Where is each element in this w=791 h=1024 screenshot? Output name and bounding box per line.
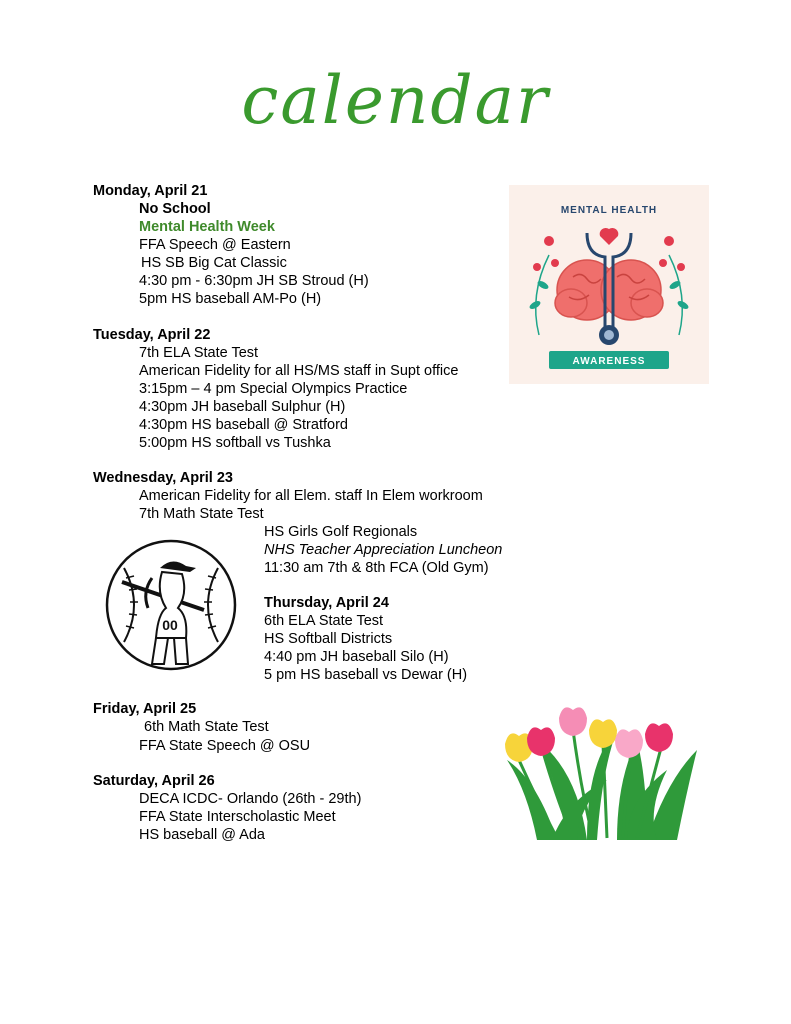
day-heading-monday: Monday, April 21 <box>93 183 208 199</box>
event-item: 4:30 pm - 6:30pm JH SB Stroud (H) <box>139 273 369 289</box>
event-item: 4:40 pm JH baseball Silo (H) <box>264 649 449 665</box>
event-item: FFA Speech @ Eastern <box>139 237 291 253</box>
day-heading-saturday: Saturday, April 26 <box>93 773 215 789</box>
event-item: No School <box>139 201 211 217</box>
event-item: 7th Math State Test <box>139 506 264 522</box>
event-item: American Fidelity for all HS/MS staff in Supt office <box>139 363 459 379</box>
day-heading-tuesday: Tuesday, April 22 <box>93 327 211 343</box>
event-item: 11:30 am 7th & 8th FCA (Old Gym) <box>264 560 489 576</box>
event-item: HS Girls Golf Regionals <box>264 524 418 540</box>
jersey-number: 00 <box>162 617 178 633</box>
event-item: 5pm HS baseball AM-Po (H) <box>139 291 322 307</box>
event-item: 7th ELA State Test <box>139 345 259 361</box>
event-item: 5 pm HS baseball vs Dewar (H) <box>264 667 468 683</box>
tulips-graphic <box>497 700 701 840</box>
event-item: FFA State Interscholastic Meet <box>139 809 336 825</box>
event-item: 6th Math State Test <box>144 719 269 735</box>
event-item: HS SB Big Cat Classic <box>141 255 287 271</box>
softball-player-graphic <box>104 538 238 672</box>
day-heading-friday: Friday, April 25 <box>93 701 197 717</box>
event-item: HS baseball @ Ada <box>139 827 265 843</box>
event-item: 4:30pm JH baseball Sulphur (H) <box>139 399 346 415</box>
awareness-label: AWARENESS <box>572 356 646 367</box>
page-title: calendar <box>241 62 550 139</box>
event-item: HS Softball Districts <box>264 631 393 647</box>
event-item: NHS Teacher Appreciation Luncheon <box>264 542 503 558</box>
event-item: 3:15pm – 4 pm Special Olympics Practice <box>139 381 408 397</box>
day-heading-thursday: Thursday, April 24 <box>264 595 389 611</box>
event-item: DECA ICDC- Orlando (26th - 29th) <box>139 791 362 807</box>
event-item: FFA State Speech @ OSU <box>139 738 311 754</box>
mental-health-label: MENTAL HEALTH <box>560 205 658 216</box>
event-item: 6th ELA State Test <box>264 613 384 629</box>
day-heading-wednesday: Wednesday, April 23 <box>93 470 233 486</box>
event-item: 5:00pm HS softball vs Tushka <box>139 435 331 451</box>
event-item: American Fidelity for all Elem. staff In Elem workroom <box>139 488 483 504</box>
event-item: Mental Health Week <box>139 219 275 235</box>
event-item: 4:30pm HS baseball @ Stratford <box>139 417 348 433</box>
mental-health-awareness-graphic <box>509 185 709 384</box>
